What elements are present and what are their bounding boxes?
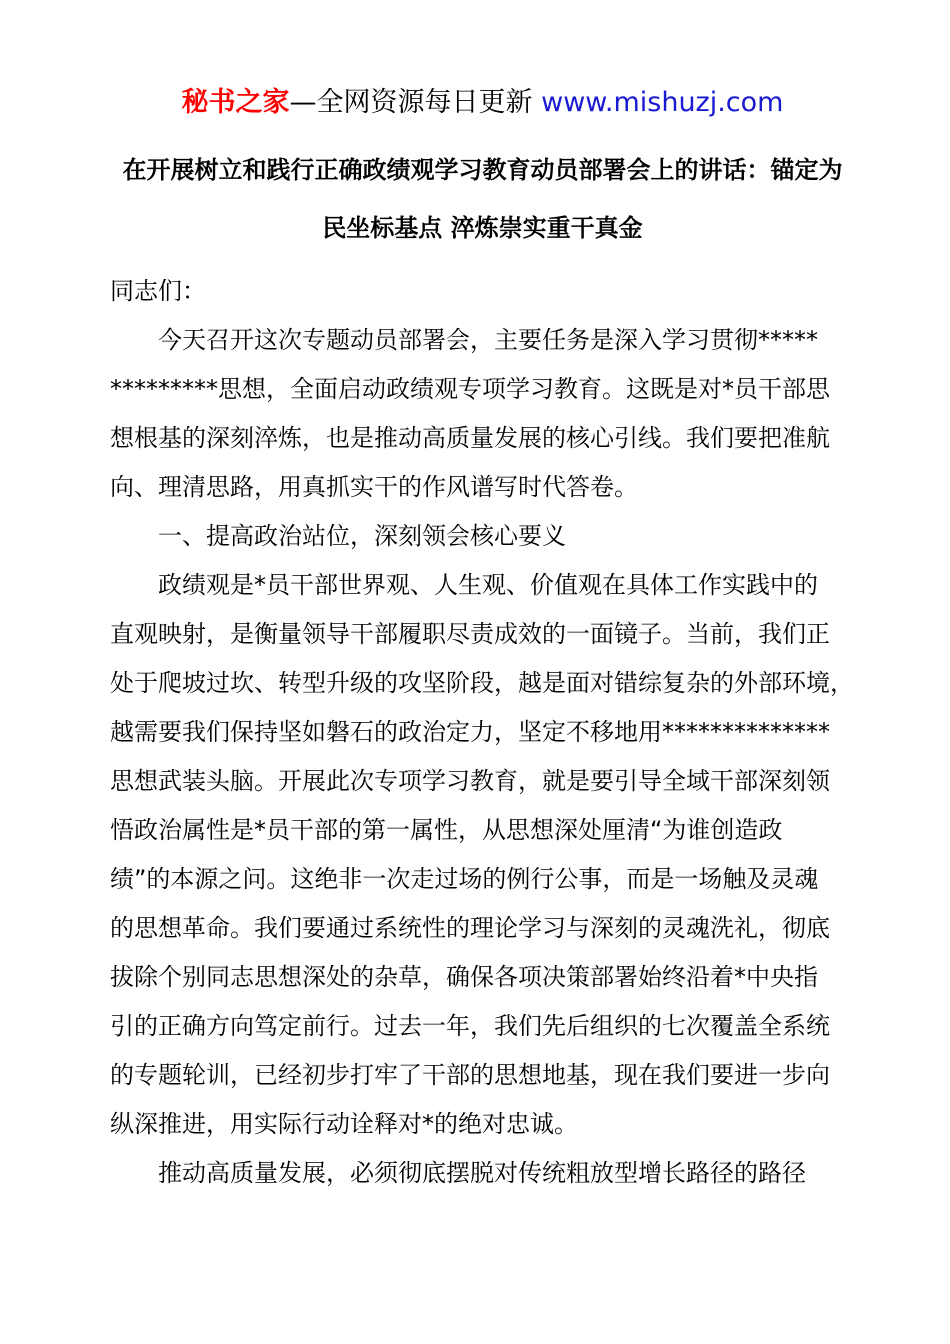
document-body-line: 一、提高政治站位，深刻领会核心要义 (110, 522, 566, 550)
site-brand: 秘书之家 (181, 87, 290, 118)
document-body-line: 越需要我们保持坚如磐石的政治定力，坚定不移地用************** (110, 718, 830, 746)
document-body-line: 绩”的本源之问。这绝非一次走过场的例行公事，而是一场触及灵魂 (110, 865, 819, 893)
document-body-line: 思想武装头脑。开展此次专项学习教育，就是要引导全域干部深刻领 (110, 767, 830, 795)
document-body (110, 267, 855, 1198)
document-title (110, 141, 855, 257)
document-body-line: 的思想革命。我们要通过系统性的理论学习与深刻的灵魂洗礼，彻底 (110, 914, 830, 942)
site-url-link[interactable]: www.mishuzj.com (541, 87, 784, 118)
header-separator: — (289, 87, 317, 118)
document-body-line: 政绩观是*员干部世界观、人生观、价值观在具体工作实践中的 (110, 571, 818, 599)
site-header (110, 83, 855, 123)
document-body-line: 推动高质量发展，必须彻底摆脱对传统粗放型增长路径的路径 (110, 1159, 806, 1187)
document-body-line: *********思想，全面启动政绩观专项学习教育。这既是对*员干部思 (110, 375, 830, 403)
document-body-line: 向、理清思路，用真抓实干的作风谱写时代答卷。 (110, 473, 638, 501)
document-body-line: 直观映射，是衡量领导干部履职尽责成效的一面镜子。当前，我们正 (110, 620, 830, 648)
document-body-line: 悟政治属性是*员干部的第一属性，从思想深处厘清“为谁创造政 (110, 816, 783, 844)
document-body-line: 的专题轮训，已经初步打牢了干部的思想地基，现在我们要进一步向 (110, 1061, 830, 1089)
document-body-line: 纵深推进，用实际行动诠释对*的绝对忠诚。 (110, 1110, 578, 1138)
document-body-line: 处于爬坡过坎、转型升级的攻坚阶段，越是面对错综复杂的外部环境， (110, 669, 854, 697)
document-body-line: 想根基的深刻淬炼，也是推动高质量发展的核心引线。我们要把准航 (110, 424, 830, 452)
document-content (110, 0, 855, 1198)
document-title-line: 在开展树立和践行正确政绩观学习教育动员部署会上的讲话：锚定为 (122, 156, 843, 184)
document-body-line: 引的正确方向笃定前行。过去一年，我们先后组织的七次覆盖全系统 (110, 1012, 830, 1040)
document-body-line: 拔除个别同志思想深处的杂草，确保各项决策部署始终沿着*中央指 (110, 963, 818, 991)
document-body-line: 今天召开这次专题动员部署会，主要任务是深入学习贯彻***** (110, 326, 818, 354)
document-body-line: 同志们： (110, 277, 206, 305)
header-tagline: 全网资源每日更新 (316, 87, 542, 118)
document-title-line: 民坐标基点 淬炼崇实重干真金 (322, 214, 643, 242)
